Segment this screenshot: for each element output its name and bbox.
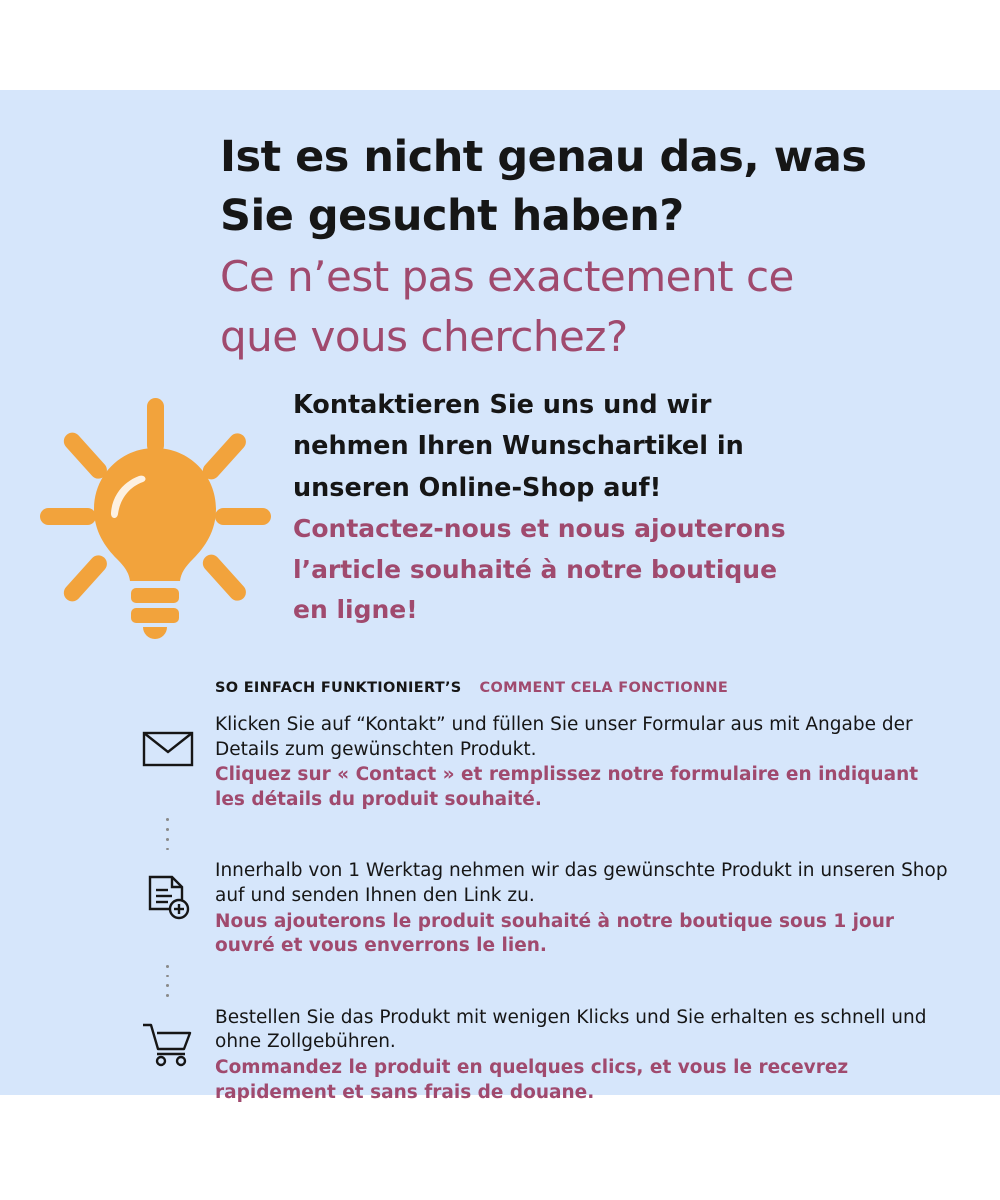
how-it-works-label-fr: COMMENT CELA FONCTIONNE <box>479 680 729 696</box>
intro-de-line1: Kontaktieren Sie uns und wir <box>293 390 712 420</box>
step-text <box>215 1003 950 1105</box>
divider-dot <box>166 838 169 841</box>
headline-de-line1: Ist es nicht genau das, was <box>220 132 867 182</box>
intro-fr-line1: Contactez-nous et nous ajouterons <box>293 513 786 543</box>
step-fr-text: Commandez le produit en quelques clics, et vous le recevrez rapidement et sans frais de douane. <box>215 1056 849 1103</box>
steps-list <box>120 710 950 1105</box>
intro-de-line3: unseren Online-Shop auf! <box>293 472 662 503</box>
step-connector <box>120 812 950 856</box>
step-text <box>215 710 950 812</box>
divider-dot <box>166 975 169 978</box>
divider-dot <box>166 994 169 997</box>
list-item <box>120 1003 950 1105</box>
step-fr-text: Nous ajouterons le produit souhaité à notre boutique sous 1 jour ouvré et vous enverrons le lien. <box>215 910 894 957</box>
intro-fr-line3: en ligne! <box>293 595 418 625</box>
headline-de-line2: Sie gesucht haben? <box>220 191 684 242</box>
document-add-icon <box>120 856 215 922</box>
list-item <box>120 856 950 958</box>
headline-fr-line1: Ce n’est pas exactement ce <box>220 251 794 301</box>
divider-dot <box>166 848 169 851</box>
step-text <box>215 856 950 958</box>
step-de-text: Klicken Sie auf “Kontakt” und füllen Sie unser Formular aus mit Angabe der Details zum gewünschten Produkt. <box>215 714 913 760</box>
intro-block <box>293 385 913 631</box>
shopping-cart-icon <box>120 1003 215 1067</box>
step-fr-text: Cliquez sur « Contact » et remplissez notre formulaire en indiquant les détails du produit souhaité. <box>215 764 919 810</box>
how-it-works-heading <box>215 680 728 696</box>
step-de-text: Innerhalb von 1 Werktag nehmen wir das gewünschte Produkt in unseren Shop auf und senden Ihnen den Link zu. <box>215 860 948 906</box>
step-connector <box>120 959 950 1003</box>
divider-dot <box>166 984 169 987</box>
intro-de-line2: nehmen Ihren Wunschartikel in <box>293 431 744 462</box>
envelope-icon <box>120 710 215 768</box>
list-item <box>120 710 950 812</box>
divider-dot <box>166 828 169 831</box>
banner-panel <box>0 90 1000 1103</box>
headline-fr-line2: que vous cherchez? <box>220 312 628 362</box>
divider-dot <box>166 818 169 821</box>
dotted-divider <box>120 812 215 856</box>
divider-dot <box>166 965 169 968</box>
step-de-text: Bestellen Sie das Produkt mit wenigen Klicks und Sie erhalten es schnell und ohne Zollgebühren. <box>215 1006 927 1053</box>
dotted-divider <box>120 959 215 1003</box>
intro-fr-line2: l’article souhaité à notre boutique <box>293 554 778 584</box>
how-it-works-label-de: SO EINFACH FUNKTIONIERT’S <box>215 680 462 696</box>
headline-block <box>220 128 960 368</box>
lightbulb-icon <box>35 390 275 640</box>
